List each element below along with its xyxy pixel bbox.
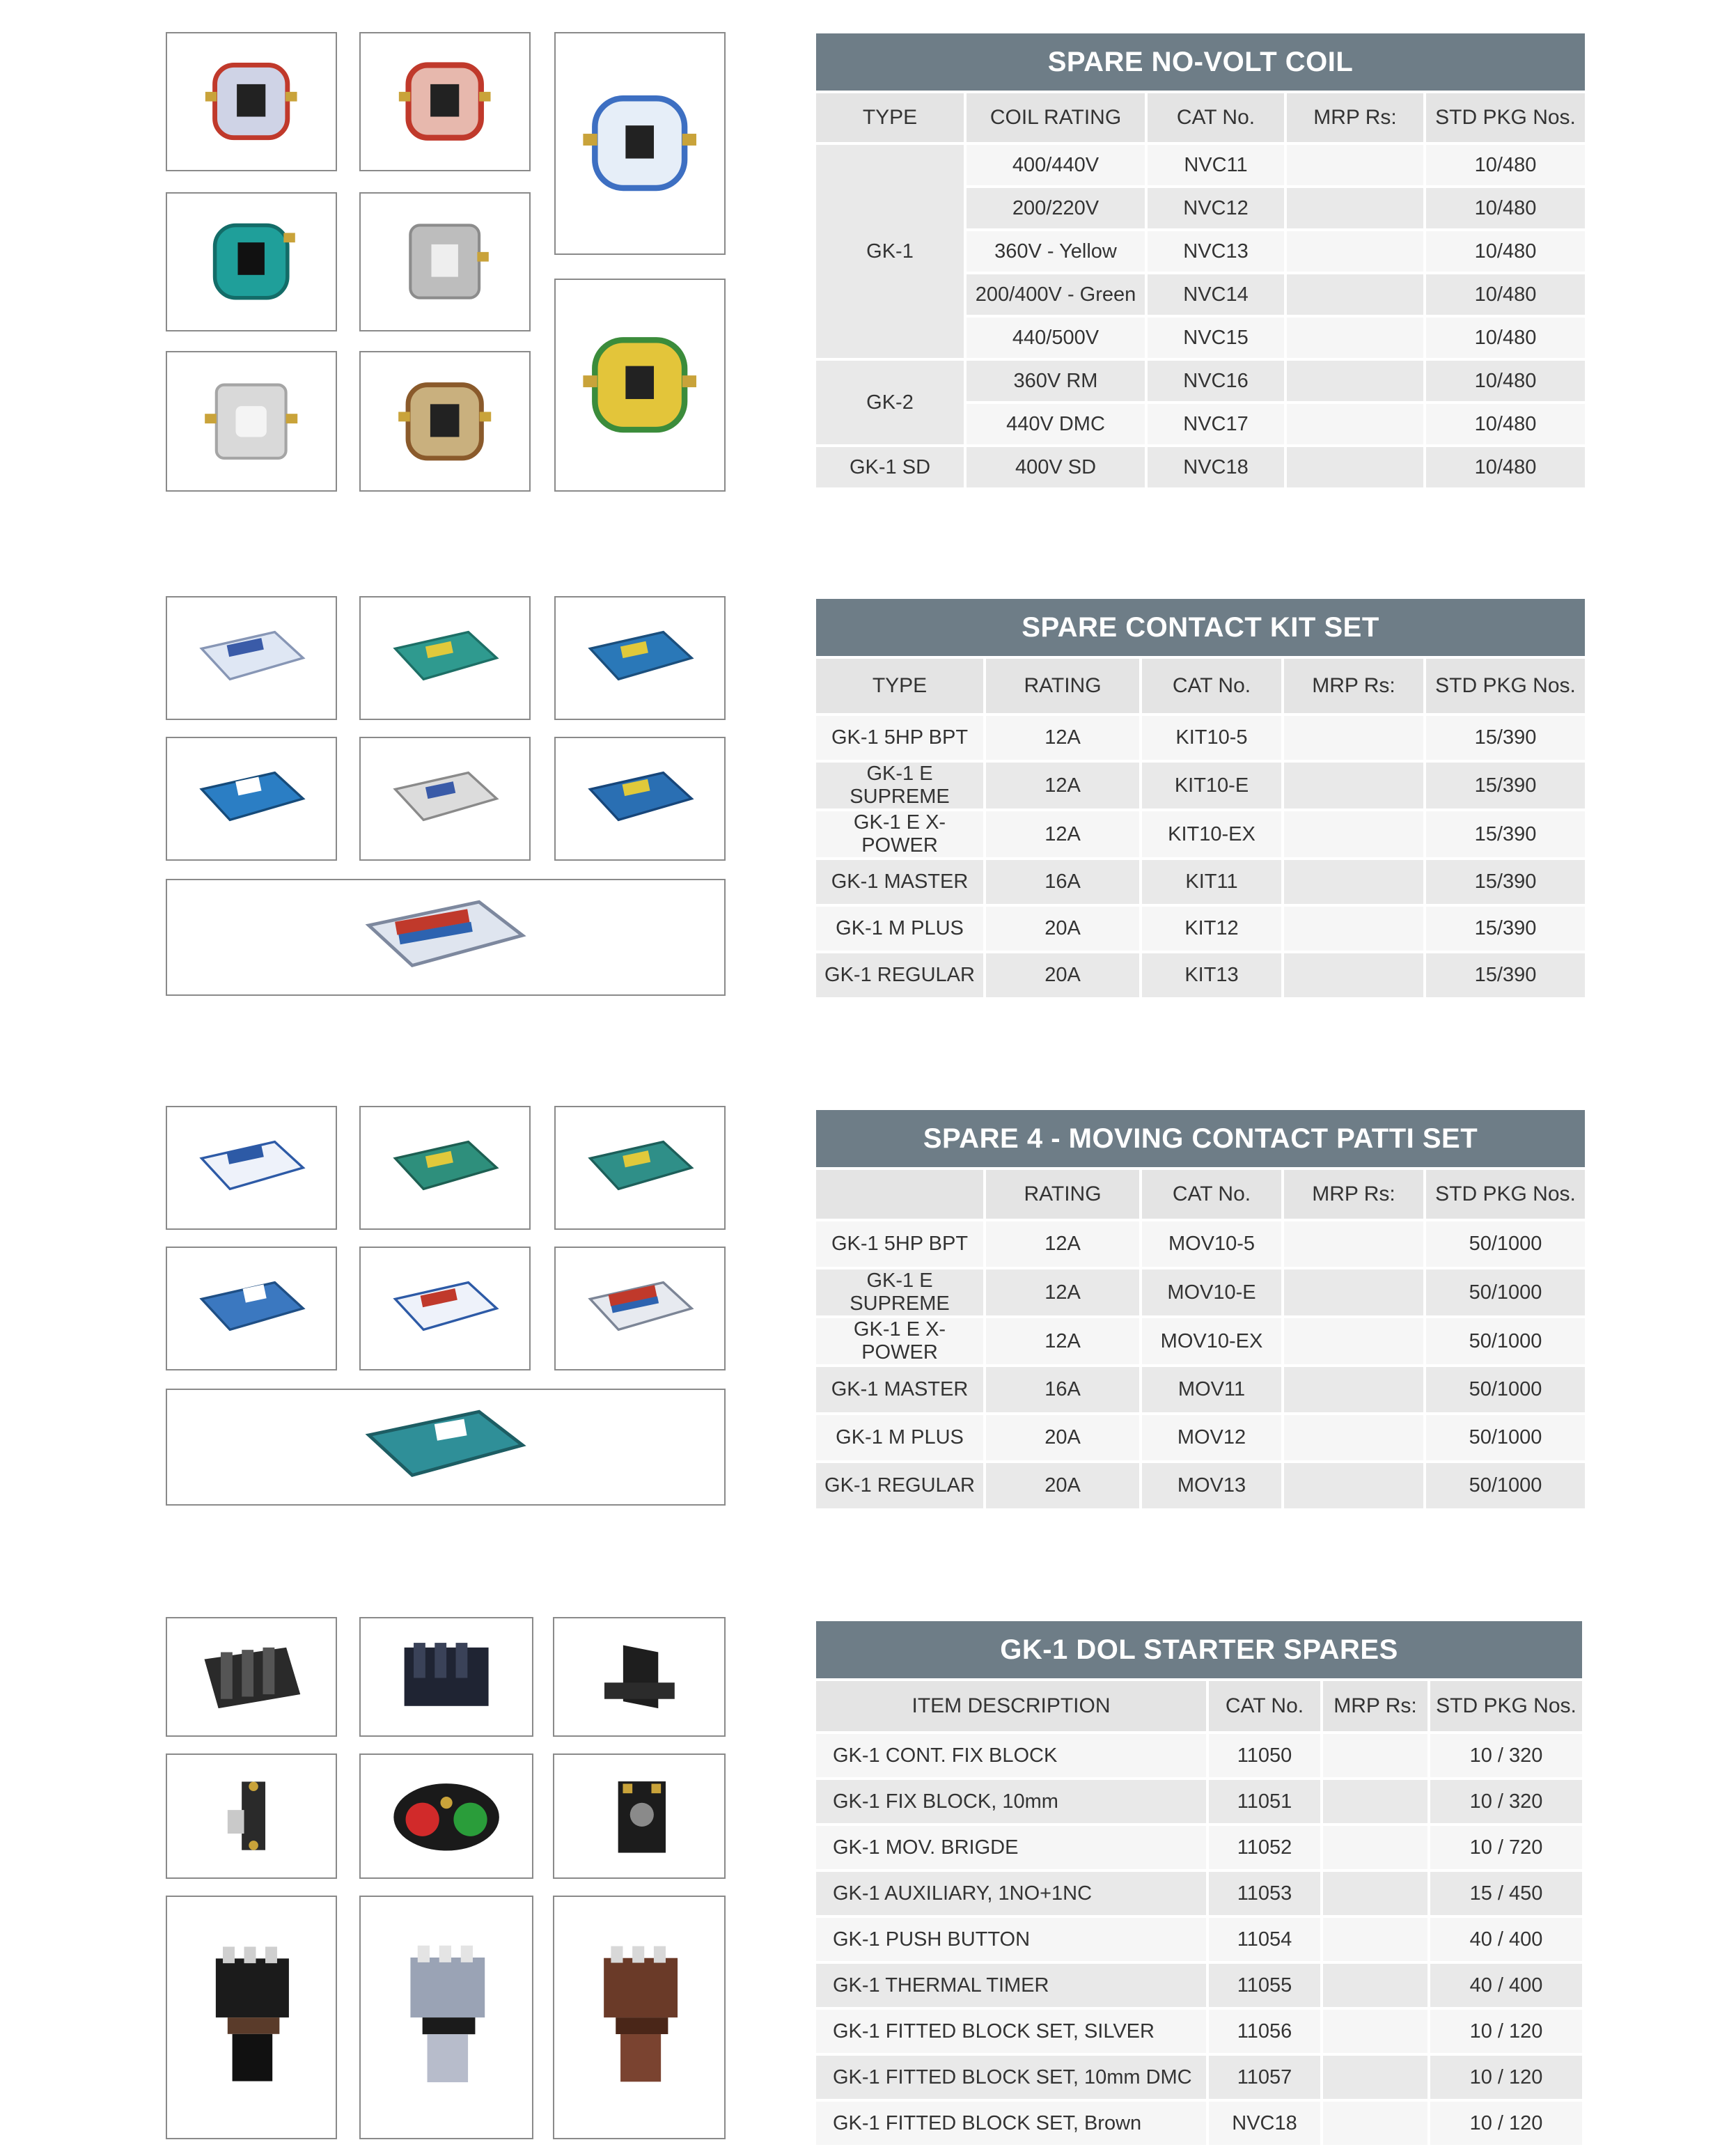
kit-box-icon [362, 891, 529, 983]
coil-red-icon [386, 54, 503, 149]
section-title: GK-1 DOL STARTER SPARES [816, 1621, 1582, 1678]
mrp-cell [1284, 1463, 1423, 1508]
kit-photo-1 [166, 596, 337, 720]
rating-cell: 400V SD [967, 447, 1145, 487]
table-row [816, 953, 1585, 997]
thermal-timer-photo [553, 1753, 726, 1879]
coil-photo-7 [166, 351, 337, 492]
cat-cell: NVC15 [1148, 318, 1284, 358]
cat-cell: 11050 [1209, 1734, 1320, 1777]
cat-cell: NVC17 [1148, 404, 1284, 444]
table-row [816, 2056, 1582, 2099]
col-header-mrp: MRP Rs: [1287, 93, 1423, 142]
pkg-cell: 10/480 [1426, 188, 1585, 228]
coil-photo-1 [166, 32, 337, 171]
pkg-cell: 10/480 [1426, 274, 1585, 315]
auxiliary-contact-icon [192, 1773, 310, 1859]
rating-cell: 440V DMC [967, 404, 1145, 444]
cat-cell: NVC14 [1148, 274, 1284, 315]
table-row [816, 361, 1585, 401]
col-header-type: TYPE [816, 93, 964, 142]
col-header-mrp: MRP Rs: [1284, 1170, 1423, 1219]
description-cell: GK-1 THERMAL TIMER [816, 1964, 1206, 2007]
table-row [816, 1964, 1582, 2007]
col-header-cat-no: CAT No. [1142, 659, 1281, 713]
coil-photo-4 [166, 192, 337, 331]
kit-box-icon [386, 616, 503, 701]
table-row [816, 1872, 1582, 1915]
coil-photo-3 [554, 32, 726, 255]
fix-block-10mm-photo [359, 1617, 533, 1737]
table-row [816, 2102, 1582, 2145]
description-cell: GK-1 FITTED BLOCK SET, SILVER [816, 2010, 1206, 2053]
patti-photo-7 [166, 1389, 726, 1506]
cat-cell: MOV10-EX [1142, 1318, 1281, 1364]
col-header-std-pkg: STD PKG Nos. [1426, 93, 1585, 142]
table-row [816, 1318, 1585, 1364]
pkg-cell: 10/480 [1426, 361, 1585, 401]
coil-photo-5 [359, 192, 531, 331]
pkg-cell: 10 / 120 [1430, 2010, 1582, 2053]
pkg-cell: 50/1000 [1426, 1270, 1585, 1315]
col-header-cat-no: CAT No. [1209, 1681, 1320, 1731]
table-row [816, 1221, 1585, 1267]
mrp-cell [1287, 318, 1423, 358]
type-cell: GK-1 E SUPREME [816, 763, 983, 808]
coil-red-white-icon [192, 54, 310, 149]
rating-cell: 360V - Yellow [967, 231, 1145, 272]
table-row [816, 1826, 1582, 1869]
pkg-cell: 50/1000 [1426, 1415, 1585, 1460]
table-row [816, 2010, 1582, 2053]
pkg-cell: 50/1000 [1426, 1221, 1585, 1267]
mrp-cell [1323, 2010, 1427, 2053]
coil-white-icon [192, 373, 310, 470]
cat-cell: 11051 [1209, 1780, 1320, 1823]
patti-box-icon [192, 1266, 310, 1351]
patti-box-icon [362, 1401, 529, 1492]
rating-cell: 12A [986, 716, 1139, 760]
patti-photo-6 [554, 1247, 726, 1370]
pkg-cell: 15/390 [1426, 953, 1585, 997]
type-cell: GK-1 E X-POWER [816, 1318, 983, 1364]
rating-cell: 12A [986, 763, 1139, 808]
section-title: SPARE 4 - MOVING CONTACT PATTI SET [816, 1110, 1585, 1167]
type-cell: GK-1 M PLUS [816, 907, 983, 951]
mrp-cell [1323, 1780, 1427, 1823]
table-row [816, 145, 1585, 185]
rating-cell: 12A [986, 1221, 1139, 1267]
fix-block-icon [192, 1636, 310, 1718]
col-header-mrp: MRP Rs: [1323, 1681, 1427, 1731]
rating-cell: 20A [986, 907, 1139, 951]
mrp-cell [1323, 1826, 1427, 1869]
cat-cell: 11052 [1209, 1826, 1320, 1869]
description-cell: GK-1 AUXILIARY, 1NO+1NC [816, 1872, 1206, 1915]
mrp-cell [1287, 361, 1423, 401]
kit-photo-6 [554, 737, 726, 861]
pkg-cell: 50/1000 [1426, 1367, 1585, 1412]
cat-cell: MOV13 [1142, 1463, 1281, 1508]
mrp-cell [1287, 274, 1423, 315]
cat-cell: NVC18 [1148, 447, 1284, 487]
patti-box-icon [192, 1125, 310, 1210]
fix-block-photo [166, 1617, 337, 1737]
cat-cell: NVC18 [1209, 2102, 1320, 2145]
type-cell: GK-1 MASTER [816, 860, 983, 904]
auxiliary-photo [166, 1753, 337, 1879]
patti-box-icon [386, 1125, 503, 1210]
no-volt-coil-table [813, 31, 1588, 490]
mrp-cell [1284, 763, 1423, 808]
table-row [816, 1780, 1582, 1823]
col-header-mrp: MRP Rs: [1284, 659, 1423, 713]
type-cell: GK-1 MASTER [816, 1367, 983, 1412]
col-header-std-pkg: STD PKG Nos. [1426, 659, 1585, 713]
coil-teal-icon [192, 214, 310, 309]
thermal-timer-icon [580, 1773, 699, 1859]
table-row [816, 860, 1585, 904]
push-button-photo [359, 1753, 533, 1879]
patti-photo-5 [359, 1247, 531, 1370]
rating-cell: 200/400V - Green [967, 274, 1145, 315]
table-row [816, 1734, 1582, 1777]
cat-cell: NVC12 [1148, 188, 1284, 228]
type-cell: GK-1 REGULAR [816, 1463, 983, 1508]
pkg-cell: 10/480 [1426, 231, 1585, 272]
rating-cell: 360V RM [967, 361, 1145, 401]
cat-cell: KIT10-E [1142, 763, 1281, 808]
fix-block-icon [386, 1636, 506, 1718]
col-header-item-description: ITEM DESCRIPTION [816, 1681, 1206, 1731]
push-button-icon [386, 1773, 506, 1859]
rating-cell: 20A [986, 1415, 1139, 1460]
contact-kit-table [813, 596, 1588, 1000]
mrp-cell [1323, 1918, 1427, 1961]
patti-photo-1 [166, 1106, 337, 1230]
description-cell: GK-1 FIX BLOCK, 10mm [816, 1780, 1206, 1823]
rating-cell: 400/440V [967, 145, 1145, 185]
patti-box-icon [386, 1266, 503, 1351]
patti-box-icon [581, 1125, 698, 1210]
pkg-cell: 10 / 120 [1430, 2056, 1582, 2099]
cat-cell: MOV10-E [1142, 1270, 1281, 1315]
pkg-cell: 40 / 400 [1430, 1918, 1582, 1961]
cat-cell: NVC16 [1148, 361, 1284, 401]
pkg-cell: 10 / 320 [1430, 1780, 1582, 1823]
kit-photo-5 [359, 737, 531, 861]
mrp-cell [1323, 2056, 1427, 2099]
col-header-rating: RATING [986, 659, 1139, 713]
mrp-cell [1284, 1270, 1423, 1315]
col-header-type: TYPE [816, 659, 983, 713]
coil-grey-icon [386, 214, 503, 309]
pkg-cell: 15/390 [1426, 716, 1585, 760]
table-row [816, 447, 1585, 487]
mov-bridge-photo [553, 1617, 726, 1737]
table-row [816, 811, 1585, 857]
mov-bridge-icon [580, 1636, 699, 1718]
cat-cell: MOV12 [1142, 1415, 1281, 1460]
col-header-type [816, 1170, 983, 1219]
type-cell: GK-1 5HP BPT [816, 716, 983, 760]
pkg-cell: 15/390 [1426, 860, 1585, 904]
fitted-block-10mm-dmc-photo [359, 1896, 533, 2139]
rating-cell: 16A [986, 1367, 1139, 1412]
section-title: SPARE NO-VOLT COIL [816, 33, 1585, 91]
fitted-block-brown-photo [553, 1896, 726, 2139]
pkg-cell: 15 / 450 [1430, 1872, 1582, 1915]
kit-box-icon [192, 756, 310, 841]
mrp-cell [1323, 1872, 1427, 1915]
moving-contact-patti-table [813, 1107, 1588, 1511]
table-row [816, 1918, 1582, 1961]
type-cell: GK-1 REGULAR [816, 953, 983, 997]
mrp-cell [1287, 231, 1423, 272]
fitted-block-icon [386, 1933, 506, 2102]
rating-cell: 200/220V [967, 188, 1145, 228]
type-cell: GK-1 E X-POWER [816, 811, 983, 857]
cat-cell: MOV11 [1142, 1367, 1281, 1412]
mrp-cell [1284, 907, 1423, 951]
cat-cell: NVC11 [1148, 145, 1284, 185]
pkg-cell: 50/1000 [1426, 1463, 1585, 1508]
coil-photo-8 [359, 351, 531, 492]
type-cell: GK-1 E SUPREME [816, 1270, 983, 1315]
pkg-cell: 10 / 120 [1430, 2102, 1582, 2145]
fitted-block-icon [192, 1933, 310, 2102]
fitted-block-silver-photo [166, 1896, 337, 2139]
cat-cell: 11054 [1209, 1918, 1320, 1961]
mrp-cell [1287, 404, 1423, 444]
table-row [816, 763, 1585, 808]
fitted-block-icon [580, 1933, 699, 2102]
table-row [816, 1415, 1585, 1460]
cat-cell: 11053 [1209, 1872, 1320, 1915]
rating-cell: 20A [986, 1463, 1139, 1508]
rating-cell: 440/500V [967, 318, 1145, 358]
mrp-cell [1284, 1415, 1423, 1460]
mrp-cell [1284, 1367, 1423, 1412]
coil-blue-white-icon [581, 66, 698, 220]
col-header-std-pkg: STD PKG Nos. [1430, 1681, 1582, 1731]
pkg-cell: 10/480 [1426, 447, 1585, 487]
type-cell: GK-1 SD [816, 447, 964, 487]
pkg-cell: 40 / 400 [1430, 1964, 1582, 2007]
pkg-cell: 15/390 [1426, 811, 1585, 857]
kit-box-icon [581, 616, 698, 701]
mrp-cell [1284, 860, 1423, 904]
cat-cell: 11056 [1209, 2010, 1320, 2053]
description-cell: GK-1 MOV. BRIGDE [816, 1826, 1206, 1869]
cat-cell: KIT12 [1142, 907, 1281, 951]
pkg-cell: 10/480 [1426, 145, 1585, 185]
pkg-cell: 10 / 320 [1430, 1734, 1582, 1777]
mrp-cell [1323, 2102, 1427, 2145]
description-cell: GK-1 PUSH BUTTON [816, 1918, 1206, 1961]
table-row [816, 1463, 1585, 1508]
type-cell: GK-1 M PLUS [816, 1415, 983, 1460]
col-header-cat-no: CAT No. [1148, 93, 1284, 142]
type-cell: GK-2 [816, 361, 964, 444]
section-title: SPARE CONTACT KIT SET [816, 599, 1585, 656]
rating-cell: 20A [986, 953, 1139, 997]
kit-photo-3 [554, 596, 726, 720]
cat-cell: NVC13 [1148, 231, 1284, 272]
pkg-cell: 50/1000 [1426, 1318, 1585, 1364]
description-cell: GK-1 FITTED BLOCK SET, 10mm DMC [816, 2056, 1206, 2099]
mrp-cell [1284, 1221, 1423, 1267]
rating-cell: 16A [986, 860, 1139, 904]
cat-cell: KIT13 [1142, 953, 1281, 997]
rating-cell: 12A [986, 1318, 1139, 1364]
patti-photo-2 [359, 1106, 531, 1230]
pkg-cell: 15/390 [1426, 907, 1585, 951]
kit-box-icon [192, 616, 310, 701]
kit-photo-7 [166, 879, 726, 996]
cat-cell: MOV10-5 [1142, 1221, 1281, 1267]
type-cell: GK-1 [816, 145, 964, 358]
mrp-cell [1287, 447, 1423, 487]
kit-photo-4 [166, 737, 337, 861]
col-header-rating: RATING [986, 1170, 1139, 1219]
col-header-coil-rating: COIL RATING [967, 93, 1145, 142]
cat-cell: 11057 [1209, 2056, 1320, 2099]
table-row [816, 716, 1585, 760]
pkg-cell: 15/390 [1426, 763, 1585, 808]
mrp-cell [1323, 1734, 1427, 1777]
coil-yellow-icon [581, 311, 698, 458]
rating-cell: 12A [986, 811, 1139, 857]
patti-photo-3 [554, 1106, 726, 1230]
cat-cell: 11055 [1209, 1964, 1320, 2007]
col-header-cat-no: CAT No. [1142, 1170, 1281, 1219]
mrp-cell [1284, 1318, 1423, 1364]
coil-photo-2 [359, 32, 531, 171]
pkg-cell: 10 / 720 [1430, 1826, 1582, 1869]
pkg-cell: 10/480 [1426, 318, 1585, 358]
mrp-cell [1323, 1964, 1427, 2007]
patti-photo-4 [166, 1247, 337, 1370]
dol-starter-spares-table [813, 1618, 1585, 2148]
mrp-cell [1284, 953, 1423, 997]
cat-cell: KIT10-5 [1142, 716, 1281, 760]
pkg-cell: 10/480 [1426, 404, 1585, 444]
col-header-std-pkg: STD PKG Nos. [1426, 1170, 1585, 1219]
rating-cell: 12A [986, 1270, 1139, 1315]
table-row [816, 907, 1585, 951]
cat-cell: KIT11 [1142, 860, 1281, 904]
table-row [816, 1270, 1585, 1315]
patti-box-icon [581, 1266, 698, 1351]
kit-box-icon [581, 756, 698, 841]
coil-photo-6 [554, 279, 726, 492]
mrp-cell [1284, 716, 1423, 760]
coil-brown-icon [386, 373, 503, 470]
table-row [816, 1367, 1585, 1412]
kit-box-icon [386, 756, 503, 841]
cat-cell: KIT10-EX [1142, 811, 1281, 857]
type-cell: GK-1 5HP BPT [816, 1221, 983, 1267]
kit-photo-2 [359, 596, 531, 720]
mrp-cell [1287, 188, 1423, 228]
mrp-cell [1287, 145, 1423, 185]
description-cell: GK-1 FITTED BLOCK SET, Brown [816, 2102, 1206, 2145]
description-cell: GK-1 CONT. FIX BLOCK [816, 1734, 1206, 1777]
mrp-cell [1284, 811, 1423, 857]
